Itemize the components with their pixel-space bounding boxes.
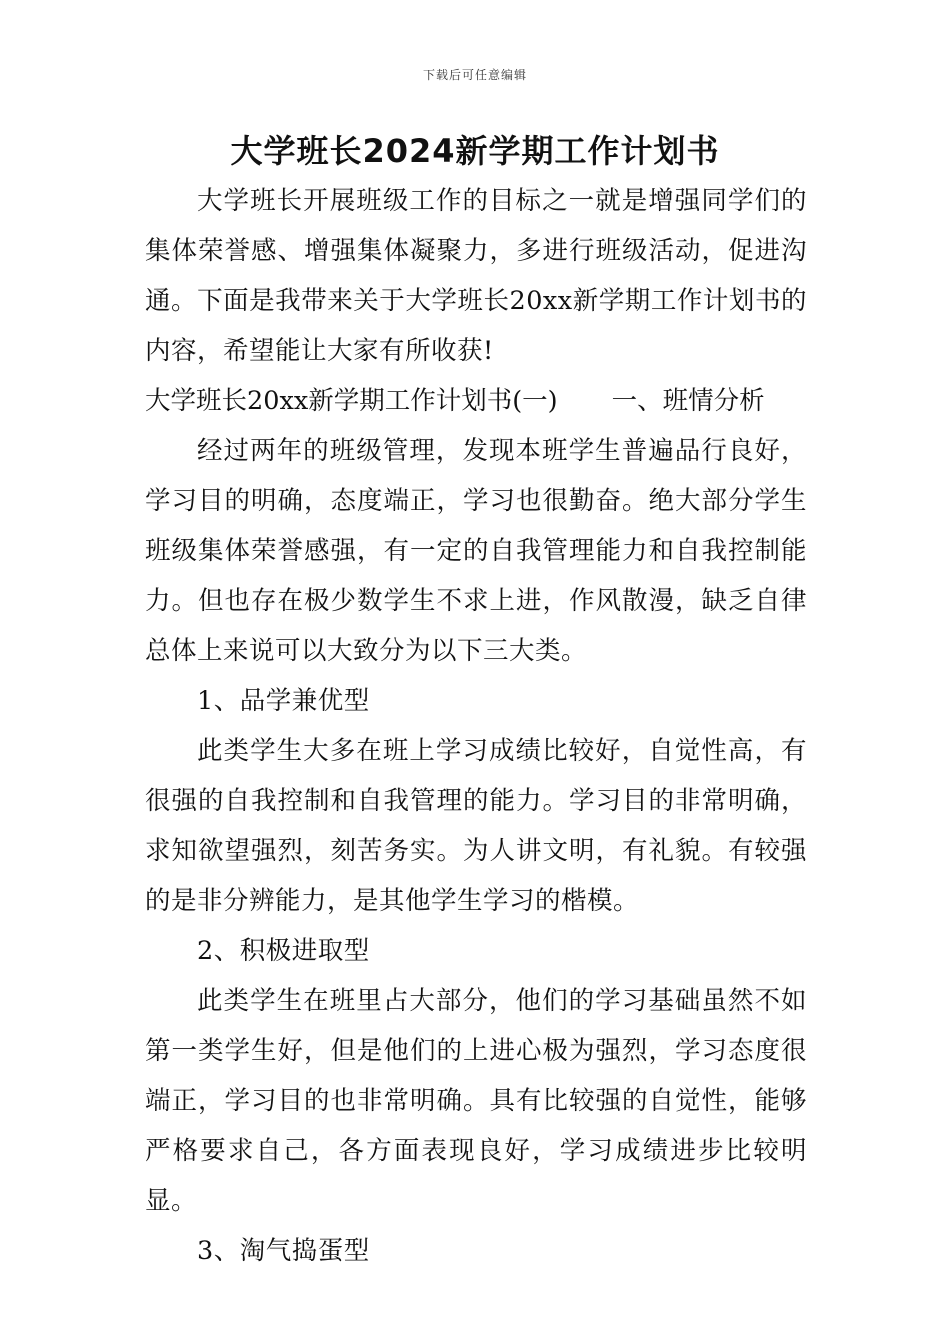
type-heading-3: 3、淘气捣蛋型 [197, 1236, 370, 1266]
section-heading-part: 大学班长20xx新学期工作计划书(一) [145, 386, 558, 416]
document-title: 大学班长2024新学期工作计划书 [230, 132, 720, 170]
section-heading [145, 376, 807, 426]
analysis-paragraph: 经过两年的班级管理，发现本班学生普遍品行良好，学习目的明确，态度端正，学习也很勤奋。绝大部分学生班级集体荣誉感强，有一定的自我管理能力和自我控制能力。但也存在极少数学生不求上进，作风散漫，缺乏自律总体上来说可以大致分为以下三大类。 [145, 436, 807, 666]
type-paragraph-1: 此类学生大多在班上学习成绩比较好，自觉性高，有很强的自我控制和自我管理的能力。学习目的非常明确，求知欲望强烈，刻苦务实。为人讲文明，有礼貌。有较强的是非分辨能力，是其他学生学习的楷模。 [145, 736, 807, 916]
type-heading-2: 2、积极进取型 [197, 936, 370, 966]
type-heading-1: 1、品学兼优型 [197, 686, 370, 716]
document-body [145, 176, 807, 1276]
type-paragraph-2: 此类学生在班里占大部分，他们的学习基础虽然不如第一类学生好，但是他们的上进心极为强烈，学习态度很端正，学习目的也非常明确。具有比较强的自觉性，能够严格要求自己，各方面表现良好，学习成绩进步比较明显。 [145, 986, 807, 1216]
intro-paragraph: 大学班长开展班级工作的目标之一就是增强同学们的集体荣誉感、增强集体凝聚力，多进行班级活动，促进沟通。下面是我带来关于大学班长20xx新学期工作计划书的内容，希望能让大家有所收获! [145, 186, 807, 366]
section-heading-sub: 一、班情分析 [611, 386, 765, 416]
header-note: 下载后可任意编辑 [422, 68, 527, 82]
